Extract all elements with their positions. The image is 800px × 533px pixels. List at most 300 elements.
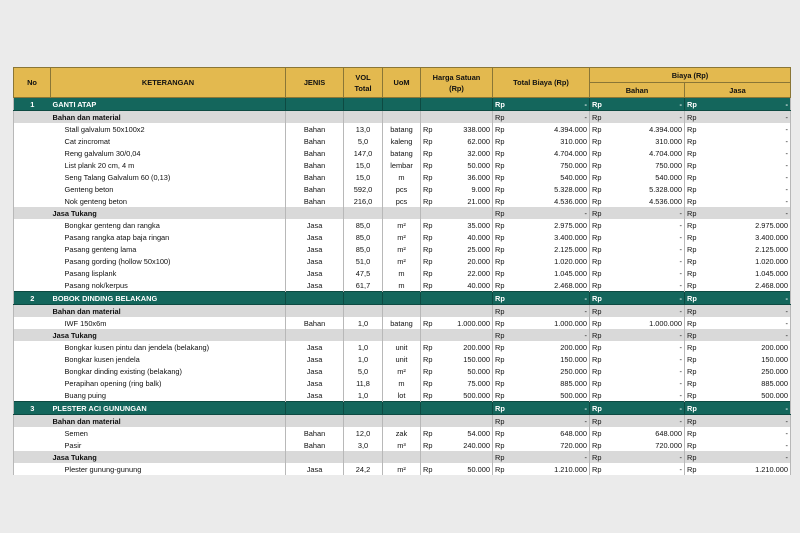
cell-total: 885.000 [512,377,590,389]
cell-uom: lembar [383,159,421,171]
table-row [14,243,791,255]
cell-jasa: - [704,292,791,305]
cell-bahan: - [609,98,685,111]
cell-vol [344,98,383,111]
cell-total: 1.210.000 [512,463,590,475]
subheader-row [14,111,791,124]
cell-bahan-currency: Rp [590,341,609,353]
cell-jenis: Bahan [286,171,344,183]
cell-harga: 36.000 [439,171,493,183]
header-uom: UoM [383,68,421,98]
cell-total: 540.000 [512,171,590,183]
header-harga-line1: Harga Satuan [432,72,481,82]
cell-vol [344,111,383,124]
cell-vol: 5,0 [344,135,383,147]
cell-keterangan: Seng Talang Galvalum 60 (0,13) [51,171,286,183]
cell-jasa: 1.020.000 [704,255,791,267]
cell-total-currency: Rp [493,135,512,147]
cell-uom: m² [383,243,421,255]
section-row [14,98,791,111]
cell-bahan-currency: Rp [590,451,609,463]
cell-harga: 75.000 [439,377,493,389]
table-row [14,219,791,231]
cell-vol: 51,0 [344,255,383,267]
cell-bahan: - [609,305,685,318]
cell-uom: batang [383,147,421,159]
cell-total: 4.536.000 [512,195,590,207]
cell-uom [383,207,421,219]
cell-jenis: Jasa [286,389,344,402]
cell-harga [439,305,493,318]
cell-bahan-currency: Rp [590,195,609,207]
cell-total-currency: Rp [493,341,512,353]
cell-harga-currency: Rp [421,195,439,207]
cell-jasa-currency: Rp [685,111,704,124]
cell-harga: 20.000 [439,255,493,267]
cell-vol: 85,0 [344,219,383,231]
cell-total-currency: Rp [493,415,512,428]
cell-harga-currency: Rp [421,147,439,159]
header-keterangan: KETERANGAN [51,68,286,98]
cell-bahan: 4.704.000 [609,147,685,159]
cell-jasa: - [704,415,791,428]
cell-bahan-currency: Rp [590,159,609,171]
cell-harga [439,111,493,124]
table-row [14,267,791,279]
cell-bahan-currency: Rp [590,219,609,231]
cell-bahan-currency: Rp [590,98,609,111]
cell-vol: 1,0 [344,317,383,329]
cell-bahan-currency: Rp [590,439,609,451]
cell-bahan: 1.000.000 [609,317,685,329]
cell-jenis: Jasa [286,341,344,353]
cell-jasa: 1.210.000 [704,463,791,475]
cell-total-currency: Rp [493,329,512,341]
cell-no [14,377,51,389]
cell-vol: 15,0 [344,159,383,171]
cell-jenis [286,415,344,428]
cell-no [14,147,51,159]
cell-vol [344,305,383,318]
cell-harga-currency: Rp [421,439,439,451]
table-row [14,171,791,183]
header-harga [421,68,493,98]
cell-no [14,463,51,475]
cell-jasa-currency: Rp [685,219,704,231]
cell-total: 750.000 [512,159,590,171]
cell-bahan-currency: Rp [590,111,609,124]
cell-jasa: 250.000 [704,365,791,377]
cell-harga [439,415,493,428]
cell-total-currency: Rp [493,365,512,377]
cell-keterangan: Jasa Tukang [51,451,286,463]
cell-bahan-currency: Rp [590,123,609,135]
cell-keterangan: Semen [51,427,286,439]
table-row [14,353,791,365]
cell-jasa-currency: Rp [685,329,704,341]
cell-bahan: - [609,267,685,279]
cell-harga: 21.000 [439,195,493,207]
cell-jenis: Bahan [286,317,344,329]
subheader-row [14,415,791,428]
cell-jasa: 885.000 [704,377,791,389]
cell-vol: 11,8 [344,377,383,389]
cell-no: 2 [14,292,51,305]
cell-uom [383,415,421,428]
cell-jasa: - [704,159,791,171]
cell-vol: 1,0 [344,341,383,353]
table-row [14,279,791,292]
cell-bahan: 720.000 [609,439,685,451]
table-row [14,439,791,451]
cell-total-currency: Rp [493,267,512,279]
cell-uom: m [383,171,421,183]
cell-jenis: Jasa [286,231,344,243]
cell-total-currency: Rp [493,305,512,318]
cell-bahan-currency: Rp [590,207,609,219]
cell-total-currency: Rp [493,243,512,255]
cell-vol [344,402,383,415]
cell-jasa: - [704,207,791,219]
cell-bahan: - [609,207,685,219]
cell-total: 250.000 [512,365,590,377]
cell-no: 3 [14,402,51,415]
cell-harga: 22.000 [439,267,493,279]
cell-vol: 3,0 [344,439,383,451]
cell-no [14,353,51,365]
cell-bahan-currency: Rp [590,353,609,365]
cell-harga-currency: Rp [421,463,439,475]
cell-vol: 592,0 [344,183,383,195]
cell-jenis: Jasa [286,377,344,389]
subheader-row [14,329,791,341]
cell-uom: kaleng [383,135,421,147]
cell-jenis: Bahan [286,439,344,451]
table-body [14,98,791,476]
cell-jenis: Jasa [286,255,344,267]
cell-uom: m² [383,219,421,231]
cell-keterangan: Reng galvalum 30/0,04 [51,147,286,159]
cell-total-currency: Rp [493,183,512,195]
cell-bahan: - [609,292,685,305]
cell-no [14,279,51,292]
cell-total-currency: Rp [493,377,512,389]
cell-bahan: - [609,341,685,353]
cell-total-currency: Rp [493,389,512,402]
cell-total-currency: Rp [493,463,512,475]
cell-total-currency: Rp [493,255,512,267]
cell-harga: 50.000 [439,159,493,171]
cell-keterangan: Plester gunung-gunung [51,463,286,475]
cell-no [14,317,51,329]
cell-uom [383,305,421,318]
cell-harga-currency: Rp [421,135,439,147]
cell-no [14,329,51,341]
cell-total-currency: Rp [493,195,512,207]
cell-jasa: 3.400.000 [704,231,791,243]
cell-no [14,389,51,402]
cell-jasa: - [704,183,791,195]
cell-total: 648.000 [512,427,590,439]
cell-uom: batang [383,317,421,329]
cell-jasa: - [704,329,791,341]
cell-bahan-currency: Rp [590,255,609,267]
cell-uom: m [383,279,421,292]
cell-bahan: - [609,219,685,231]
cell-vol: 147,0 [344,147,383,159]
cell-keterangan: Bongkar kusen pintu dan jendela (belakang) [51,341,286,353]
cell-total: 5.328.000 [512,183,590,195]
cell-bahan-currency: Rp [590,279,609,292]
header-vol [344,68,383,98]
cell-keterangan: Jasa Tukang [51,207,286,219]
cell-jenis: Bahan [286,195,344,207]
subheader-row [14,305,791,318]
cell-uom: unit [383,353,421,365]
cell-vol: 216,0 [344,195,383,207]
cell-no [14,243,51,255]
cell-no [14,207,51,219]
header-no: No [14,68,51,98]
cell-harga-currency: Rp [421,377,439,389]
cell-keterangan: Bahan dan material [51,111,286,124]
cell-bahan-currency: Rp [590,292,609,305]
cell-keterangan: Pasang lisplank [51,267,286,279]
cell-uom: m [383,377,421,389]
cell-harga: 40.000 [439,231,493,243]
section-row [14,402,791,415]
cell-no [14,305,51,318]
cell-vol: 12,0 [344,427,383,439]
cell-harga [439,329,493,341]
cell-harga-currency: Rp [421,255,439,267]
cell-bahan-currency: Rp [590,135,609,147]
cell-harga-currency: Rp [421,317,439,329]
cell-no [14,219,51,231]
cell-total: - [512,329,590,341]
cell-uom: m² [383,365,421,377]
cell-bahan-currency: Rp [590,183,609,195]
cell-harga: 150.000 [439,353,493,365]
cell-jasa-currency: Rp [685,463,704,475]
cell-total-currency: Rp [493,207,512,219]
cell-total: 4.704.000 [512,147,590,159]
cell-keterangan: Jasa Tukang [51,329,286,341]
cell-jasa-currency: Rp [685,183,704,195]
cell-total-currency: Rp [493,439,512,451]
cell-uom: m [383,267,421,279]
table-row [14,159,791,171]
cell-bahan-currency: Rp [590,305,609,318]
cell-harga: 9.000 [439,183,493,195]
cell-jenis [286,329,344,341]
cell-total-currency: Rp [493,231,512,243]
cell-jasa: - [704,171,791,183]
cell-bahan: - [609,243,685,255]
header-total: Total Biaya (Rp) [493,68,590,98]
cell-jasa-currency: Rp [685,159,704,171]
cell-jasa: - [704,135,791,147]
cell-jenis [286,402,344,415]
cell-harga-currency: Rp [421,231,439,243]
cell-keterangan: Pasang nok/kerpus [51,279,286,292]
cell-harga-currency: Rp [421,427,439,439]
cell-jasa-currency: Rp [685,255,704,267]
cell-keterangan: Pasang genteng lama [51,243,286,255]
cell-uom: pcs [383,195,421,207]
cell-total: 1.045.000 [512,267,590,279]
cell-jasa-currency: Rp [685,98,704,111]
cell-harga: 200.000 [439,341,493,353]
header-vol-line2: Total [354,83,372,93]
header-jenis: JENIS [286,68,344,98]
cell-no [14,451,51,463]
cell-jasa: 2.975.000 [704,219,791,231]
cell-jasa-currency: Rp [685,207,704,219]
cell-total-currency: Rp [493,292,512,305]
cell-jenis: Jasa [286,365,344,377]
header-bahan: Bahan [590,83,685,98]
cell-harga [439,98,493,111]
cell-jasa: - [704,305,791,318]
cell-harga: 32.000 [439,147,493,159]
cell-jenis: Jasa [286,219,344,231]
table-row [14,135,791,147]
cell-no [14,195,51,207]
cell-harga: 50.000 [439,365,493,377]
cell-no [14,171,51,183]
table-row [14,463,791,475]
cell-total-currency: Rp [493,159,512,171]
cell-harga [439,402,493,415]
cell-jenis: Bahan [286,147,344,159]
cell-bahan-currency: Rp [590,329,609,341]
cell-jasa: 2.125.000 [704,243,791,255]
cell-harga [439,207,493,219]
cell-uom [383,451,421,463]
cell-total-currency: Rp [493,123,512,135]
cell-jasa: - [704,439,791,451]
cell-bahan: - [609,329,685,341]
cell-no [14,231,51,243]
cell-total: - [512,402,590,415]
cell-harga-currency: Rp [421,365,439,377]
cell-jasa-currency: Rp [685,427,704,439]
table-row [14,427,791,439]
cell-vol [344,292,383,305]
cell-uom [383,111,421,124]
cell-total: 720.000 [512,439,590,451]
cell-bahan-currency: Rp [590,415,609,428]
cell-jasa-currency: Rp [685,243,704,255]
cell-no [14,255,51,267]
cell-bahan-currency: Rp [590,231,609,243]
cell-total: - [512,98,590,111]
cell-harga-currency: Rp [421,159,439,171]
cell-bahan: 4.536.000 [609,195,685,207]
cell-uom: lot [383,389,421,402]
cell-bahan: - [609,231,685,243]
table-row [14,341,791,353]
cell-harga: 1.000.000 [439,317,493,329]
cell-jasa: - [704,427,791,439]
cell-bahan: 5.328.000 [609,183,685,195]
cell-jenis [286,305,344,318]
cell-harga: 338.000 [439,123,493,135]
cell-no [14,111,51,124]
cell-jasa: - [704,402,791,415]
cell-bahan: - [609,255,685,267]
cell-jasa-currency: Rp [685,415,704,428]
cell-jasa-currency: Rp [685,305,704,318]
cell-bahan: 750.000 [609,159,685,171]
cell-total-currency: Rp [493,451,512,463]
cell-bahan: - [609,389,685,402]
cell-uom [383,402,421,415]
cell-harga-currency: Rp [421,353,439,365]
cell-keterangan: Genteng beton [51,183,286,195]
cell-vol: 13,0 [344,123,383,135]
table-row [14,183,791,195]
cell-bahan: 4.394.000 [609,123,685,135]
cell-harga: 40.000 [439,279,493,292]
cell-keterangan: Buang puing [51,389,286,402]
cell-keterangan: List plank 20 cm, 4 m [51,159,286,171]
cell-bahan-currency: Rp [590,427,609,439]
cell-bahan: - [609,415,685,428]
cell-jasa: 2.468.000 [704,279,791,292]
cell-jasa-currency: Rp [685,389,704,402]
cell-vol [344,207,383,219]
cell-bahan-currency: Rp [590,402,609,415]
cell-total: 2.468.000 [512,279,590,292]
cell-vol [344,329,383,341]
cell-harga-currency: Rp [421,341,439,353]
cell-total-currency: Rp [493,402,512,415]
cell-vol: 1,0 [344,353,383,365]
cell-jasa-currency: Rp [685,231,704,243]
table-row [14,147,791,159]
cell-harga-currency [421,111,439,124]
cell-bahan: - [609,353,685,365]
cell-jasa-currency: Rp [685,171,704,183]
cell-total: 4.394.000 [512,123,590,135]
table-row [14,123,791,135]
cell-bahan: - [609,402,685,415]
cell-vol: 85,0 [344,243,383,255]
cell-harga-currency [421,451,439,463]
subheader-row [14,451,791,463]
cell-harga-currency [421,415,439,428]
cell-bahan-currency: Rp [590,389,609,402]
table-row [14,317,791,329]
cell-harga: 54.000 [439,427,493,439]
cell-jenis: Bahan [286,123,344,135]
cell-bahan-currency: Rp [590,365,609,377]
cell-jenis [286,207,344,219]
cell-bahan: - [609,377,685,389]
cell-harga: 25.000 [439,243,493,255]
cell-no [14,267,51,279]
cell-jasa: - [704,98,791,111]
cell-total-currency: Rp [493,317,512,329]
cell-total: - [512,292,590,305]
cell-jasa: 1.045.000 [704,267,791,279]
cell-total-currency: Rp [493,171,512,183]
cell-jasa-currency: Rp [685,341,704,353]
budget-table [13,67,791,475]
cell-no [14,123,51,135]
